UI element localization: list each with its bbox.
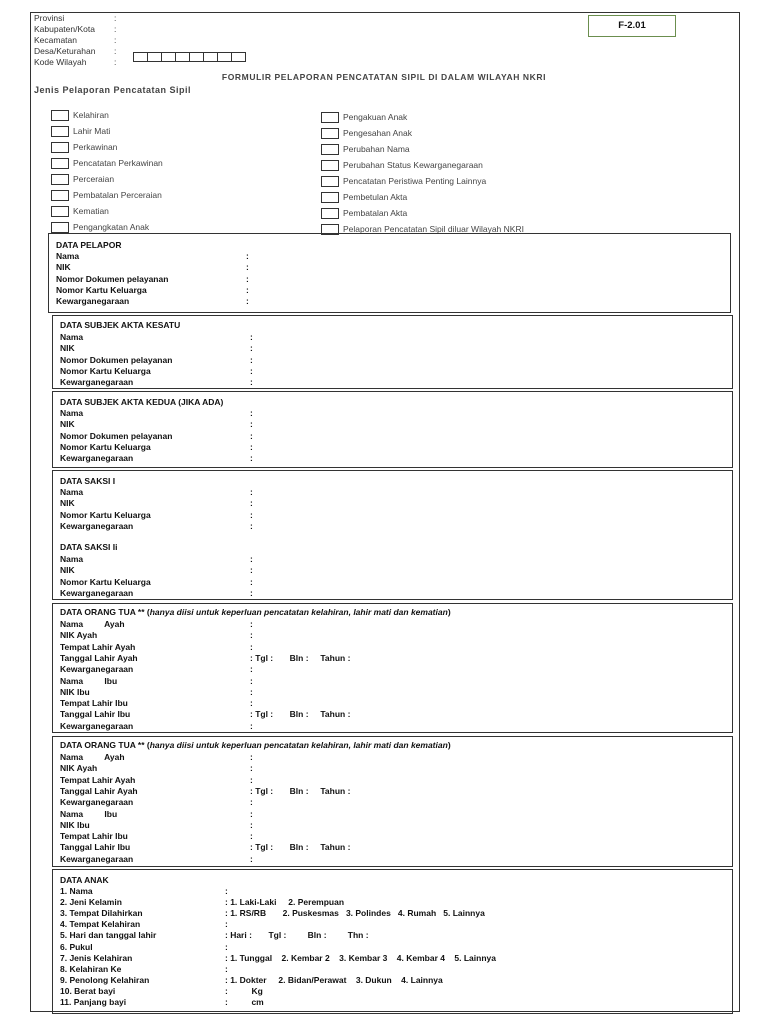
field-value[interactable]: : <box>246 251 249 261</box>
field-label: Kewarganegaraan <box>60 520 134 531</box>
kode-digit-box[interactable] <box>217 52 232 62</box>
checkbox-label: Pencatatan Perkawinan <box>73 158 163 168</box>
checkbox-box[interactable] <box>51 142 69 153</box>
checkbox-box[interactable] <box>51 110 69 121</box>
field-value[interactable]: : <box>250 487 253 497</box>
field-row <box>60 808 253 819</box>
checkbox-box[interactable] <box>51 158 69 169</box>
header-colon: : <box>114 24 117 34</box>
field-value[interactable]: : <box>250 554 253 564</box>
field-row <box>60 985 263 996</box>
field-row <box>60 675 253 686</box>
checkbox-label: Perkawinan <box>73 142 118 152</box>
field-label: Tanggal Lahir Ibu <box>60 842 131 853</box>
field-label: 1. Nama <box>60 886 93 896</box>
checkbox-box[interactable] <box>321 160 339 171</box>
field-label: Nama Ibu <box>60 675 118 686</box>
header-label: Kode Wilayah <box>34 57 87 67</box>
field-label: Kewarganegaraan <box>56 296 130 307</box>
field-row <box>60 709 351 720</box>
header-row-kabupaten <box>34 24 124 35</box>
checkbox-option[interactable] <box>321 143 410 155</box>
checkbox-label: Lahir Mati <box>73 126 111 136</box>
field-row <box>60 853 253 864</box>
field-label: Nama <box>60 554 84 564</box>
checkbox-label: Perubahan Status Kewarganegaraan <box>343 160 483 170</box>
kode-digit-box[interactable] <box>147 52 162 62</box>
field-label: Kewarganegaraan <box>60 453 134 464</box>
field-value[interactable]: : <box>250 509 253 520</box>
header-colon: : <box>114 46 117 56</box>
header-row-provinsi <box>34 13 124 24</box>
header-label: Provinsi <box>34 13 65 23</box>
section-title-text: DATA SAKSI Ii <box>60 542 118 552</box>
field-row <box>60 487 253 497</box>
field-row <box>60 763 253 774</box>
checkbox-label: Pengakuan Anak <box>343 112 408 122</box>
field-label: Kewarganegaraan <box>60 587 134 598</box>
field-row <box>60 498 253 509</box>
field-value[interactable]: : <box>250 565 253 576</box>
checkbox-option[interactable] <box>321 207 407 219</box>
field-value[interactable]: : 1. Dokter 2. Bidan/Perawat 3. Dukun 4. Lainnya <box>225 974 443 985</box>
field-row <box>56 251 249 261</box>
section-title-text: DATA SUBJEK AKTA KEDUA (JIKA ADA) <box>60 397 224 407</box>
header-colon: : <box>114 57 117 67</box>
checkbox-box[interactable] <box>51 206 69 217</box>
checkbox-label: Pencatatan Peristiwa Penting Lainnya <box>343 176 487 186</box>
field-row <box>60 797 253 808</box>
section-note: hanya diisi untuk keperluan pencatatan kelahiran, lahir mati dan kematian <box>149 740 448 750</box>
field-row <box>60 554 253 564</box>
section-data-anak <box>52 869 733 1014</box>
field-label: 2. Jeni Kelamin <box>60 897 122 908</box>
field-row <box>60 819 253 830</box>
field-value[interactable]: : <box>250 675 253 686</box>
kode-digit-box[interactable] <box>189 52 204 62</box>
checkbox-label: Kelahiran <box>73 110 109 120</box>
field-row <box>60 430 253 441</box>
checkbox-box[interactable] <box>321 192 339 203</box>
field-row <box>60 774 253 785</box>
section-title <box>60 476 115 486</box>
checkbox-label: Pengangkatan Anak <box>73 222 150 232</box>
section-subjek-akta-kesatu <box>52 315 733 389</box>
header-fields <box>34 13 124 68</box>
checkbox-label: Pembatalan Akta <box>343 208 408 218</box>
field-row <box>60 919 228 930</box>
field-label: Kewarganegaraan <box>60 664 134 675</box>
field-value[interactable]: : <box>225 963 228 974</box>
header-label: Desa/Keturahan <box>34 46 96 56</box>
field-value[interactable]: : <box>250 853 253 864</box>
checkbox-box[interactable] <box>51 126 69 137</box>
form-code-badge: F-2.01 <box>588 15 676 37</box>
field-label: Nama <box>60 408 84 418</box>
field-value[interactable]: : Hari : Tgl : Bln : Thn : <box>225 930 369 941</box>
field-label: Tanggal Lahir Ibu <box>60 709 131 720</box>
field-row <box>60 641 253 652</box>
field-row <box>60 752 253 762</box>
section-title <box>60 320 180 330</box>
field-value[interactable]: : <box>250 354 253 365</box>
jenis-heading: Jenis Pelaporan Pencatatan Sipil <box>34 85 192 95</box>
field-label: 7. Jenis Kelahiran <box>60 952 133 963</box>
field-label: Kewarganegaraan <box>60 377 134 388</box>
field-row <box>56 273 249 284</box>
field-row <box>60 720 253 731</box>
header-row-kecamatan <box>34 35 124 46</box>
field-label: Tempat Lahir Ibu <box>60 698 128 709</box>
checkbox-label: Perubahan Nama <box>343 144 410 154</box>
field-label: NIK <box>60 343 75 354</box>
checkbox-box[interactable] <box>51 222 69 233</box>
field-label: 4. Tempat Kelahiran <box>60 919 141 930</box>
header-row-kode-wilayah <box>34 57 124 68</box>
checkbox-box[interactable] <box>321 144 339 155</box>
field-row <box>60 941 228 952</box>
field-value[interactable]: : Kg <box>225 985 263 996</box>
field-label: Nama Ayah <box>60 619 125 629</box>
field-row <box>60 652 351 663</box>
field-label: Tempat Lahir Ayah <box>60 641 136 652</box>
checkbox-option[interactable] <box>51 189 162 201</box>
checkbox-box[interactable] <box>321 176 339 187</box>
section-title-text: DATA ORANG TUA ** <box>60 740 145 750</box>
field-label: 5. Hari dan tanggal lahir <box>60 930 157 941</box>
field-row <box>60 664 253 675</box>
field-value[interactable]: : <box>250 752 253 762</box>
field-label: Nomor Dokumen pelayanan <box>60 354 173 365</box>
checkbox-option[interactable] <box>321 159 483 171</box>
field-row <box>56 296 249 307</box>
checkbox-option[interactable] <box>51 141 117 153</box>
note-paren-close: ) <box>447 607 451 617</box>
field-label: Tempat Lahir Ibu <box>60 831 128 842</box>
field-value[interactable]: : <box>250 797 253 808</box>
checkbox-label: Pembetulan Akta <box>343 192 408 202</box>
field-label: Nomor Kartu Keluarga <box>60 576 151 587</box>
field-value[interactable]: : 1. Laki-Laki 2. Perempuan <box>225 897 345 908</box>
checkbox-option[interactable] <box>51 125 110 137</box>
field-row <box>56 262 249 273</box>
section-orang-tua-2 <box>52 736 733 867</box>
header-label: Kecamatan <box>34 35 77 45</box>
field-value[interactable]: : Tgl : Bln : Tahun : <box>250 842 351 853</box>
kode-digit-box[interactable] <box>161 52 176 62</box>
field-label: 10. Berat bayi <box>60 985 116 996</box>
section-title-text: DATA SUBJEK AKTA KESATU <box>60 320 181 330</box>
section-title-text: DATA SAKSI I <box>60 476 116 486</box>
field-row <box>60 441 253 452</box>
field-row <box>60 587 253 598</box>
field-label: NIK <box>60 565 75 576</box>
field-label: Kewarganegaraan <box>60 797 134 808</box>
checkbox-box[interactable] <box>321 128 339 139</box>
field-value[interactable]: : <box>250 453 253 464</box>
field-row <box>60 509 253 520</box>
kode-digit-box[interactable] <box>231 52 246 62</box>
field-row <box>60 565 253 576</box>
field-value[interactable]: : <box>250 576 253 587</box>
field-value[interactable]: : <box>250 520 253 531</box>
field-row <box>60 354 253 365</box>
field-value[interactable]: : <box>246 273 249 284</box>
checkbox-label: Kematian <box>73 206 109 216</box>
checkbox-box[interactable] <box>51 190 69 201</box>
note-paren-open: ( <box>144 740 150 750</box>
field-label: NIK Ibu <box>60 686 90 697</box>
section-data-pelapor <box>48 233 731 313</box>
checkbox-label: Pembatalan Perceraian <box>73 190 162 200</box>
field-label: Tempat Lahir Ayah <box>60 774 136 785</box>
field-value[interactable]: : <box>250 365 253 376</box>
field-label: 3. Tempat Dilahirkan <box>60 908 143 919</box>
field-label: Nomor Kartu Keluarga <box>60 441 151 452</box>
field-value[interactable]: : <box>250 698 253 709</box>
field-label: NIK Ibu <box>60 819 90 830</box>
field-value[interactable]: : Tgl : Bln : Tahun : <box>250 652 351 663</box>
section-title-text: DATA ORANG TUA ** <box>60 607 145 617</box>
field-value[interactable]: : <box>225 941 228 952</box>
field-row <box>60 785 351 796</box>
section-note: hanya diisi untuk keperluan pencatatan kelahiran, lahir mati dan kematian <box>149 607 448 617</box>
note-paren-close: ) <box>447 740 451 750</box>
field-label: NIK <box>60 498 75 509</box>
checkbox-box[interactable] <box>321 112 339 123</box>
field-value[interactable]: : <box>250 441 253 452</box>
field-value[interactable]: : <box>250 774 253 785</box>
checkbox-box[interactable] <box>51 174 69 185</box>
field-row <box>60 332 253 342</box>
section-title-text: DATA PELAPOR <box>56 240 122 250</box>
field-row <box>60 408 253 418</box>
header-colon: : <box>114 13 117 23</box>
header-label: Kabupaten/Kota <box>34 24 95 34</box>
checkbox-option[interactable] <box>51 221 149 233</box>
field-value[interactable]: : 1. Tunggal 2. Kembar 2 3. Kembar 3 4. Kembar 4 5. Lainnya <box>225 952 496 963</box>
field-value[interactable]: : <box>250 408 253 418</box>
field-value[interactable]: : Tgl : Bln : Tahun : <box>250 709 351 720</box>
field-value[interactable]: : <box>250 808 253 819</box>
field-row <box>60 930 369 941</box>
field-value[interactable]: : <box>250 332 253 342</box>
field-row <box>60 831 253 842</box>
checkbox-option[interactable] <box>51 109 109 121</box>
field-label: NIK Ayah <box>60 763 98 774</box>
checkbox-label: Perceraian <box>73 174 115 184</box>
field-label: Nama <box>60 332 84 342</box>
checkbox-option[interactable] <box>321 111 407 123</box>
field-row <box>60 343 253 354</box>
field-label: 6. Pukul <box>60 941 93 952</box>
field-row <box>60 453 253 464</box>
field-value[interactable]: : cm <box>225 997 264 1007</box>
field-value[interactable]: : <box>250 686 253 697</box>
checkbox-option[interactable] <box>321 175 486 187</box>
field-label: Tanggal Lahir Ayah <box>60 785 138 796</box>
field-label: 11. Panjang bayi <box>60 997 127 1007</box>
field-row <box>60 365 253 376</box>
field-row <box>60 974 443 985</box>
field-value[interactable]: : <box>250 343 253 354</box>
field-value[interactable]: : <box>250 720 253 731</box>
field-row <box>60 886 228 896</box>
field-label: Nomor Kartu Keluarga <box>60 365 151 376</box>
kode-digit-box[interactable] <box>203 52 218 62</box>
field-row <box>60 419 253 430</box>
header-row-desa <box>34 46 124 57</box>
field-row <box>60 619 253 629</box>
checkbox-option[interactable] <box>51 157 163 169</box>
field-value[interactable]: : Tgl : Bln : Tahun : <box>250 785 351 796</box>
section-orang-tua-1 <box>52 603 733 733</box>
section-title-text: DATA ANAK <box>60 875 109 885</box>
section-title <box>60 542 117 552</box>
section-saksi <box>52 470 733 600</box>
field-label: NIK <box>60 419 75 430</box>
section-title <box>60 397 223 407</box>
field-label: NIK <box>56 262 71 273</box>
field-value[interactable]: : <box>250 664 253 675</box>
kode-digit-box[interactable] <box>175 52 190 62</box>
field-row <box>60 520 253 531</box>
field-row <box>60 963 228 974</box>
form-title: FORMULIR PELAPORAN PENCATATAN SIPIL DI DALAM WILAYAH NKRI <box>221 72 547 82</box>
field-value[interactable]: : <box>250 587 253 598</box>
field-value[interactable]: : <box>250 498 253 509</box>
field-row <box>60 576 253 587</box>
checkbox-option[interactable] <box>51 205 109 217</box>
field-label: 9. Penolong Kelahiran <box>60 974 150 985</box>
field-label: Nomor Dokumen pelayanan <box>56 273 169 284</box>
section-title <box>56 240 121 250</box>
field-row <box>60 908 485 919</box>
field-label: NIK Ayah <box>60 630 98 641</box>
kode-digit-box[interactable] <box>133 52 148 62</box>
field-value[interactable]: : <box>250 763 253 774</box>
field-row <box>60 686 253 697</box>
header-colon: : <box>114 35 117 45</box>
field-value[interactable]: : <box>250 430 253 441</box>
field-value[interactable]: : <box>246 262 249 273</box>
checkbox-option[interactable] <box>51 173 114 185</box>
field-label: Kewarganegaraan <box>60 720 134 731</box>
field-row <box>60 377 253 388</box>
field-value[interactable]: : <box>225 886 228 896</box>
field-value[interactable]: : <box>250 831 253 842</box>
checkbox-label: Pelaporan Pencatatan Sipil diluar Wilayah NKRI <box>343 224 524 234</box>
field-value[interactable]: : <box>225 919 228 930</box>
field-row <box>60 842 351 853</box>
field-value[interactable]: : <box>246 296 249 307</box>
field-label: Nomor Kartu Keluarga <box>60 509 151 520</box>
checkbox-option[interactable] <box>321 127 412 139</box>
field-row <box>60 997 264 1007</box>
checkbox-label: Pengesahan Anak <box>343 128 413 138</box>
field-value[interactable]: : 1. RS/RB 2. Puskesmas 3. Polindes 4. Rumah 5. Lainnya <box>225 908 485 919</box>
field-value[interactable]: : <box>250 630 253 641</box>
field-label: Nama <box>60 487 84 497</box>
field-value[interactable]: : <box>250 819 253 830</box>
field-label: Nama <box>56 251 80 261</box>
field-label: 8. Kelahiran Ke <box>60 963 122 974</box>
field-value[interactable]: : <box>250 641 253 652</box>
section-title <box>60 875 109 885</box>
field-value[interactable]: : <box>246 284 249 295</box>
field-row <box>56 284 249 295</box>
field-row <box>60 897 345 908</box>
section-title <box>60 607 451 617</box>
checkbox-option[interactable] <box>321 191 407 203</box>
field-value[interactable]: : <box>250 377 253 388</box>
section-subjek-akta-kedua <box>52 391 733 468</box>
field-label: Nomor Kartu Keluarga <box>56 284 147 295</box>
field-row <box>60 952 496 963</box>
section-title <box>60 740 451 750</box>
checkbox-box[interactable] <box>321 208 339 219</box>
field-label: Kewarganegaraan <box>60 853 134 864</box>
field-label: Nomor Dokumen pelayanan <box>60 430 173 441</box>
field-row <box>60 630 253 641</box>
field-label: Nama Ayah <box>60 752 125 762</box>
kode-wilayah-boxes[interactable] <box>133 52 245 62</box>
field-label: Nama Ibu <box>60 808 118 819</box>
note-paren-open: ( <box>144 607 150 617</box>
field-value[interactable]: : <box>250 419 253 430</box>
field-row <box>60 698 253 709</box>
field-label: Tanggal Lahir Ayah <box>60 652 138 663</box>
field-value[interactable]: : <box>250 619 253 629</box>
